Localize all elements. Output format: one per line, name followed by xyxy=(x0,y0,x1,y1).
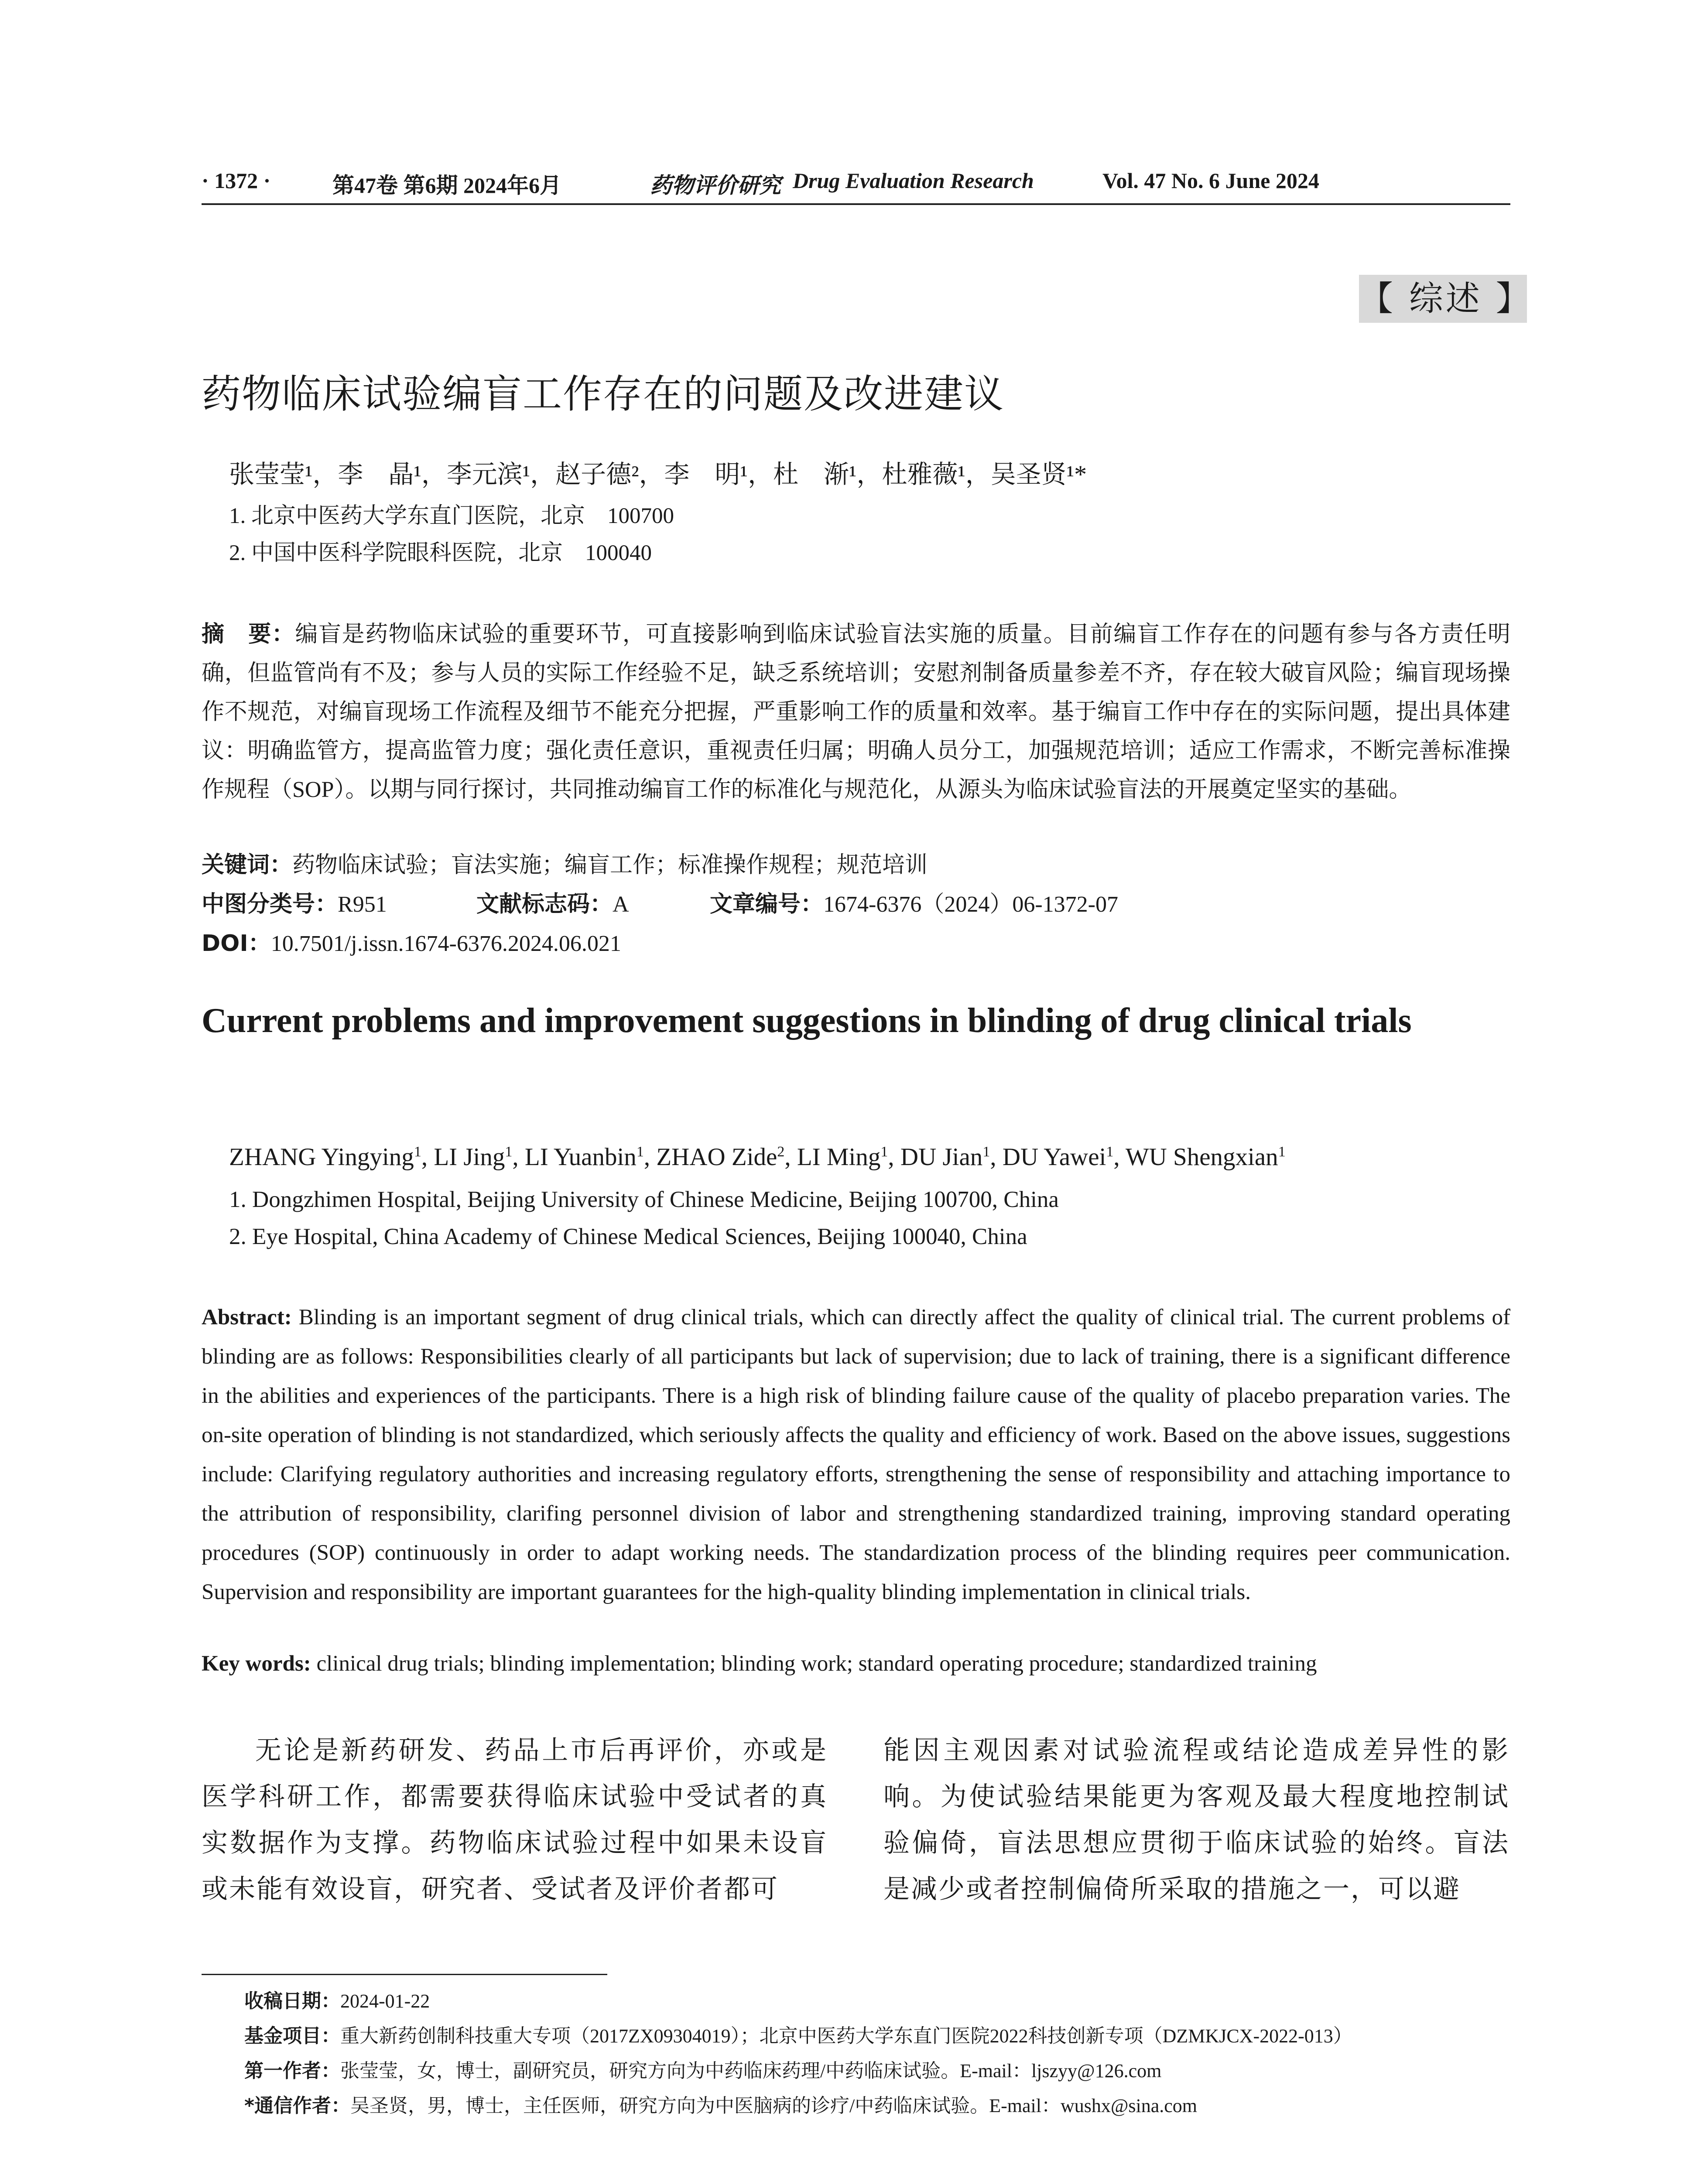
footnote-label: 基金项目： xyxy=(244,2025,340,2047)
author-en: DU Yawei xyxy=(1002,1143,1106,1171)
footnote-first-author xyxy=(244,2054,1352,2089)
affiliation-cn-2: 2. 中国中医科学院眼科医院，北京 100040 xyxy=(229,541,652,565)
abstract-label-cn: 摘 要： xyxy=(202,621,295,647)
body-text-left: 无论是新药研发、药品上市后再评价，亦或是医学科研工作，都需要获得临床试验中受试者的真实数据作为支撑。药物临床试验过程中如果未设盲或未能有效设盲，研究者、受试者及评价者都可 xyxy=(202,1735,828,1904)
affiliation-en-2: 2. Eye Hospital, China Academy of Chinese Medical Sciences, Beijing 100040, China xyxy=(229,1224,1027,1249)
footnote-label: 第一作者： xyxy=(244,2060,340,2082)
keywords-label-en: Key words: xyxy=(202,1651,311,1676)
page-number: · 1372 · xyxy=(202,168,271,193)
author-en: DU Jian xyxy=(900,1143,983,1171)
article-no-value: 1674-6376（2024）06-1372-07 xyxy=(823,892,1118,917)
affiliation-cn-1: 1. 北京中医药大学东直门医院，北京 100700 xyxy=(229,504,674,528)
keywords-cn xyxy=(202,846,928,879)
doi[interactable] xyxy=(202,925,621,957)
column-tag: 【 综述 】 xyxy=(1359,275,1527,323)
article-number xyxy=(710,885,1118,918)
doi-label: DOI： xyxy=(202,930,271,957)
doc-code-label: 文献标志码： xyxy=(476,891,613,917)
footnote-label: 收稿日期： xyxy=(244,1990,340,2012)
author-en: LI Ming xyxy=(797,1143,881,1171)
article-no-label: 文章编号： xyxy=(710,891,824,917)
author-en: LI Jing xyxy=(434,1143,505,1171)
doc-code-value: A xyxy=(613,892,629,917)
volume-issue-en: Vol. 47 No. 6 June 2024 xyxy=(1102,168,1319,193)
abstract-text-en: Blinding is an important segment of drug clinical trials, which can directly affect the quality of clinical trial. The current problems of blinding are as follows: Responsibilities clearly of all participants but lack of supervision; due to lack of training, there is a significant difference in the abilities and experiences of the participants. There is a high risk of blinding failure cause of the quality of placebo preparation varies. The on-site operation of blinding is not standardized, which seriously affects the quality and efficiency of work. Based on the above issues, suggestions include: Clarifying regulatory authorities and increasing regulatory efforts, strengthening the sense of responsibility and attaching importance to the attribution of responsibility, clarifing personnel division of labor and strengthening standardized training, improving standard operating procedures (SOP) continuously in order to adapt working needs. The standardization process of the blinding requires peer communication. Supervision and responsibility are important guarantees for the high-quality blinding implementation in clinical trials. xyxy=(202,1305,1510,1604)
author-en: LI Yuanbin xyxy=(524,1143,637,1171)
author-en: WU Shengxian xyxy=(1125,1143,1278,1171)
body-text-right: 能因主观因素对试验流程或结论造成差异性的影响。为使试验结果能更为客观及最大程度地控制试验偏倚，盲法思想应贯彻于临床试验的始终。盲法是减少或者控制偏倚所采取的措施之一，可以避 xyxy=(883,1735,1509,1904)
author-list-en: ZHANG Yingying$^1$, LI Jing$^1$, LI Yuanbin$^1$, ZHAO Zide$^2$, LI Ming$^1$, DU Jian$^1$, DU Yawei$^1$, WU Shengxian$^1$ xyxy=(229,1143,1286,1171)
author-aff-sup: 2 xyxy=(777,1144,785,1160)
author-aff-sup: 1 xyxy=(414,1144,421,1160)
abstract-en xyxy=(202,1298,1510,1612)
author-en: ZHAO Zide xyxy=(656,1143,777,1171)
doi-value[interactable]: 10.7501/j.issn.1674-6376.2024.06.021 xyxy=(270,931,621,956)
footnote-funding xyxy=(244,2019,1352,2054)
clc-value: R951 xyxy=(338,892,387,917)
running-header xyxy=(202,168,1510,198)
footnote-text: 张莹莹，女，博士，副研究员，研究方向为中药临床药理/中药临床试验。E-mail：ljszyy@126.com xyxy=(340,2060,1162,2082)
article-title-cn: 药物临床试验编盲工作存在的问题及改进建议 xyxy=(202,371,1004,417)
author-en: ZHANG Yingying xyxy=(229,1143,414,1171)
abstract-text-cn: 编盲是药物临床试验的重要环节，可直接影响到临床试验盲法实施的质量。目前编盲工作存在的问题有参与各方责任明确，但监管尚有不及；参与人员的实际工作经验不足，缺乏系统培训；安慰剂制备质量参差不齐，存在较大破盲风险；编盲现场操作不规范，对编盲现场工作流程及细节不能充分把握，严重影响工作的质量和效率。基于编盲工作中存在的实际问题，提出具体建议：明确监管方，提高监管力度；强化责任意识，重视责任归属；明确人员分工，加强规范培训；适应工作需求，不断完善标准操作规程（SOP）。以期与同行探讨，共同推动编盲工作的标准化与规范化，从源头为临床试验盲法的开展奠定坚实的基础。 xyxy=(202,622,1510,802)
author-aff-sup: 1 xyxy=(1106,1144,1114,1160)
footnote-received xyxy=(244,1984,1352,2019)
author-aff-sup: 1 xyxy=(880,1144,888,1160)
document-code xyxy=(476,885,629,918)
abstract-label-en: Abstract: xyxy=(202,1305,292,1330)
keywords-text-cn: 药物临床试验；盲法实施；编盲工作；标准操作规程；规范培训 xyxy=(292,853,928,878)
footnote-corresponding-author xyxy=(244,2089,1352,2123)
footnote-rule xyxy=(202,1974,607,1975)
body-column-left xyxy=(202,1727,828,1912)
footnote-text: 2024-01-22 xyxy=(340,1990,430,2012)
abstract-cn xyxy=(202,615,1510,809)
author-aff-sup: 1 xyxy=(982,1144,990,1160)
volume-issue-cn: 第47卷 第6期 2024年6月 xyxy=(332,173,561,198)
journal-name-en: Drug Evaluation Research xyxy=(793,168,1034,193)
article-title-en: Current problems and improvement suggestions in blinding of drug clinical trials xyxy=(202,1002,1412,1040)
header-rule xyxy=(202,203,1510,205)
keywords-text-en: clinical drug trials; blinding implementation; blinding work; standard operating procedure; standardized training xyxy=(316,1651,1317,1676)
keywords-en xyxy=(202,1651,1317,1676)
author-list-cn: 张莹莹¹，李 晶¹，李元滨¹，赵子德²，李 明¹，杜 渐¹，杜雅薇¹，吴圣贤¹* xyxy=(229,460,1087,489)
footnote-text: 吴圣贤，男，博士，主任医师，研究方向为中医脑病的诊疗/中药临床试验。E-mail：wushx@sina.com xyxy=(350,2095,1198,2116)
affiliation-en-1: 1. Dongzhimen Hospital, Beijing University of Chinese Medicine, Beijing 100700, China xyxy=(229,1187,1059,1212)
footnotes xyxy=(244,1984,1352,2123)
author-aff-sup: 1 xyxy=(1278,1144,1286,1160)
author-aff-sup: 1 xyxy=(636,1144,644,1160)
journal-logo: 药物评价研究 xyxy=(650,172,781,198)
keywords-label-cn: 关键词： xyxy=(202,852,293,878)
body-column-right xyxy=(883,1727,1509,1912)
clc-label: 中图分类号： xyxy=(202,891,338,917)
author-aff-sup: 1 xyxy=(505,1144,513,1160)
footnote-text: 重大新药创制科技重大专项（2017ZX09304019）；北京中医药大学东直门医院2022科技创新专项（DZMKJCX-2022-013） xyxy=(340,2025,1352,2047)
footnote-label: *通信作者： xyxy=(244,2095,351,2117)
clc-number xyxy=(202,885,387,918)
